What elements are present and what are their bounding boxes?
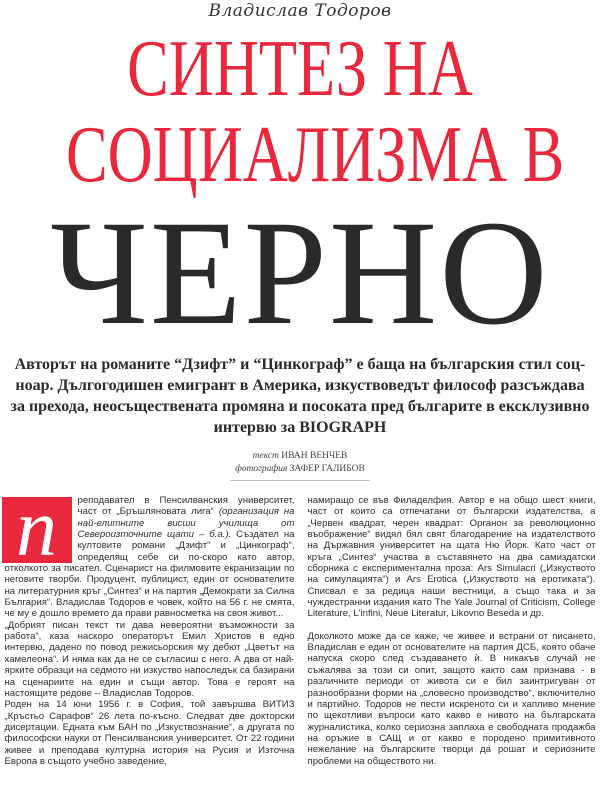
text-credit-label: текст bbox=[252, 451, 279, 461]
body-paragraph: намиращо се във Филаделфия. Автор е на общо шест книги, част от които са отпечатани от български издателства, а „Червен квадрат, черен квадрат: Органон за революционно въображение“ видял бял свят благодарение на издателството на Държавния университет на щата Ню Йорк. Като част от кръга „Синтез“ участва в съставянето на два самиздатски сборника с експериментална проза: Ars Simulacri („Изкуството на симулацията“) и Ars Erotica („Изкуството на еротиката“). Списвал е за редица наши вестници, а също така и за чуждестранни издания като The Yale Journal of Criticism, College Literature, L'infini, Neue Literatur, Likovno Beseda и др. bbox=[307, 495, 596, 620]
body-paragraph: „Добрият писан текст ти дава невероятни възможности за работа“, каза наскоро операторът Емил Христов в едно интервю, дадено по повод режисьорския му дебют „Цветът на хамелеона“. И няма как да не се съгласиш с него. А два от най-ярките образци на седмото ни изкуство напоследък са базирани на сценариите на един и същи автор. Това е героят на настоящите редове – Владислав Тодоров. bbox=[4, 619, 295, 699]
headline-line-3: ЧЕРНО bbox=[50, 190, 550, 356]
editor-note: (организация на най-елитните висши училища от Североизточните щати – б.а.). bbox=[77, 506, 295, 541]
photo-credit bbox=[0, 463, 600, 476]
drop-cap: п bbox=[2, 497, 72, 563]
paragraph-text: Създател на култовите романи „Дзифт“ и „Цинкограф“, определящ себе си по-скоро като автор, отколкото за писател. Сценарист на филмовите екранизации по неговите творби. Продуцент, публицист, един от основателите на литературния кръг „Синтез“ и на партия „Демократи за Силна България“. Владислав Тодоров е човек, който на 56 г. не смята, че му е дошло времето да прави равносметка на своя живот... bbox=[4, 529, 295, 620]
body-column-right bbox=[308, 495, 596, 767]
body-paragraph: Доколкото може да се каже, че живее и встрани от писането, Владислав е един от основателите на партия ДСБ, която обаче напуска скоро след създаването ѝ. В никакъв случай не съжалява за този си опит, защото както сам признава - в различните периоди от живота си е бил заинтригуван от разнообразни форми на „словесно производство“, включително и партийно. Тодоров не пести искреното си и хапливо мнение по щекотливи въпроси като какво е нивото на българската журналистика, колко сериозна заплаха е свободната продажба на оръжие в САЩ и от какво е породено примитивното нежелание на българските творци да рошат и сериозните проблеми на обществото ни. bbox=[307, 630, 596, 767]
body-column-left bbox=[4, 482, 295, 767]
lead-paragraph: Авторът на романите “Дзифт” и “Цинкограф” е баща на българския стил соц-ноар. Дългогодишен емигрант в Америка, изкуствоведът философ разсъждава за прехода, неосъществената промяна и посоката пред българите в ексклузивно интервю за BIOGRAPH bbox=[10, 356, 590, 436]
text-credit bbox=[0, 450, 600, 463]
paragraph-text: реподавател в Пенсилванския университет, част от „Бръшляновата лига“ bbox=[77, 495, 295, 518]
photo-credit-name: ЗАФЕР ГАЛИБОВ bbox=[289, 464, 365, 474]
body-paragraph: Роден на 14 юни 1956 г. в София, той завършва ВИТИЗ „Кръстьо Сарафов“ 26 лета по-късно. Следват две докторски дисертации. Едната към БАН по „Изкуствознание“, а другата по философски науки от Пенсилванския университет. От 22 години живее и преподава културна история на Русия и Източна Европа в същото учебно заведение, bbox=[4, 699, 295, 767]
headline-line-2: СОЦИАЛИЗМА В bbox=[66, 111, 565, 199]
body-columns bbox=[4, 482, 596, 773]
credits bbox=[0, 450, 600, 476]
headline-line-1: СИНТЕЗ НА bbox=[127, 25, 473, 113]
photo-credit-label: фотография bbox=[235, 464, 288, 474]
credits-divider bbox=[230, 480, 370, 485]
text-credit-name: ИВАН ВЕНЧЕВ bbox=[281, 451, 348, 461]
author-byline: Владислав Тодоров bbox=[208, 1, 392, 21]
